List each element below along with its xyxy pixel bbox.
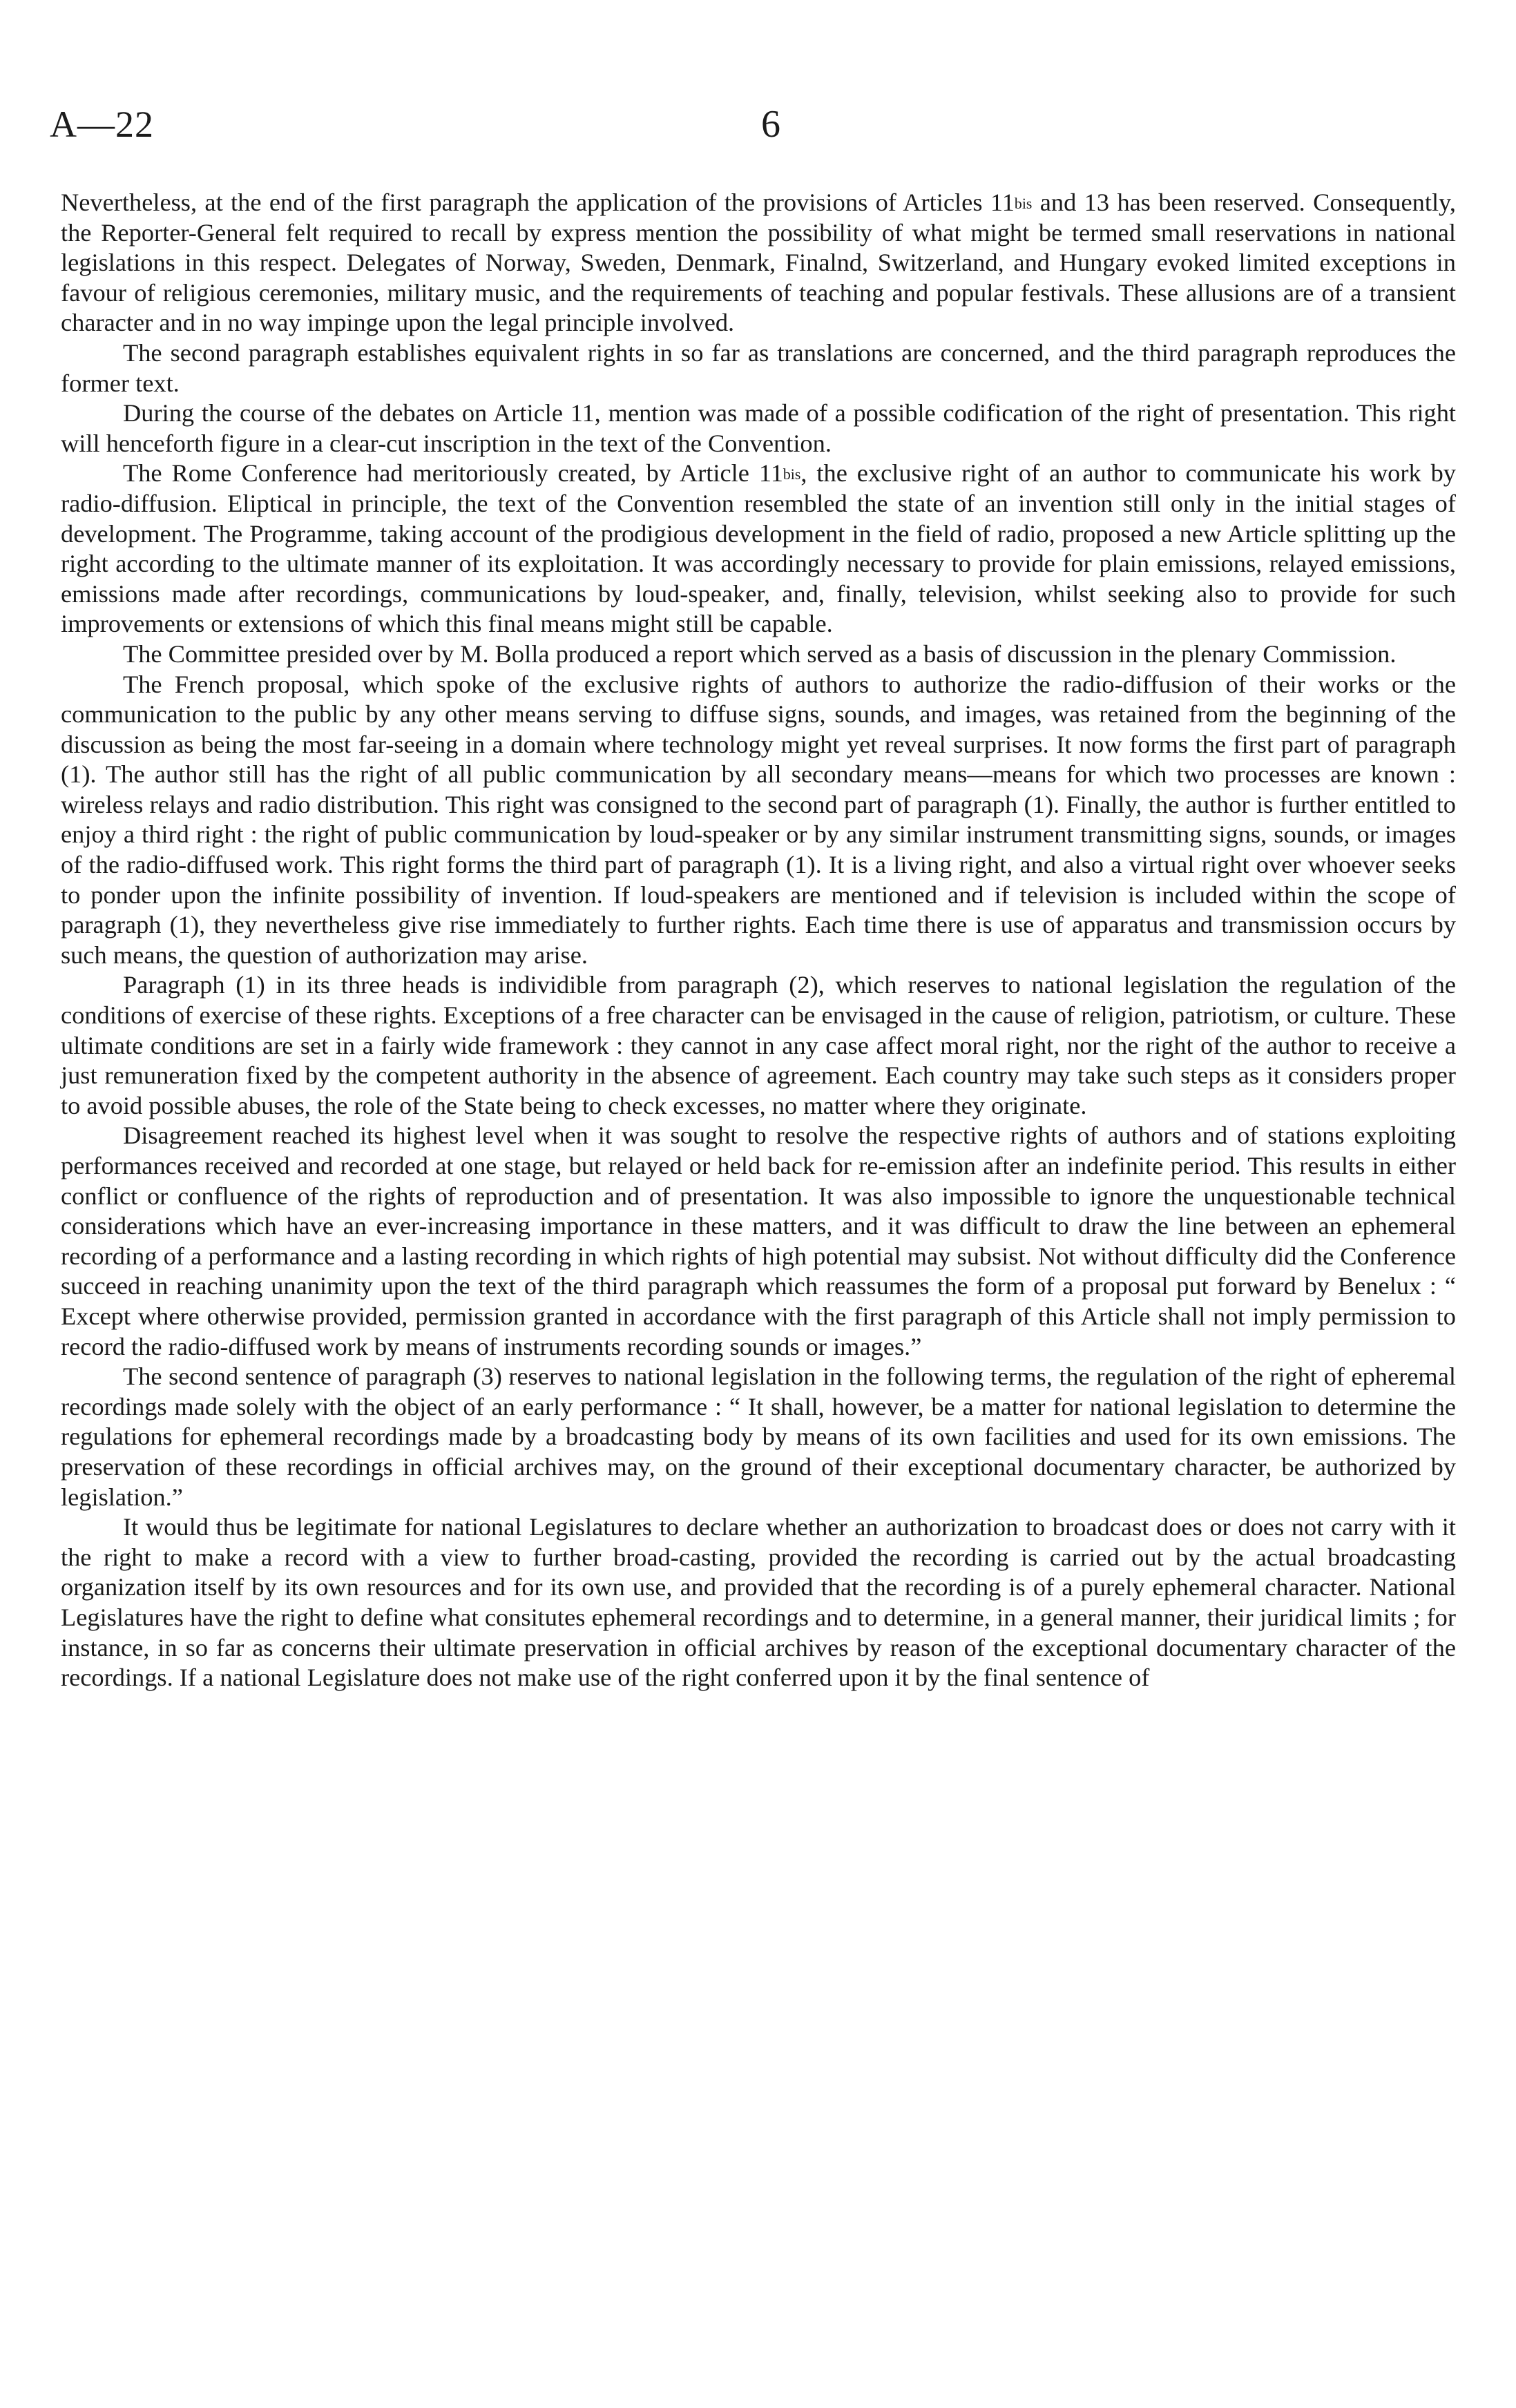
paragraph-disagreement: Disagreement reached its highest level when it was sought to resolve the respective rights of authors and of stations exploiting performances received and recorded at one stage, but relayed or held back for re-emission after an indefinite period. This results in either conflict or confluence of the rights of reproduction and of presentation. It was also impossible to ignore the unquestionable technical considerations which have an ever-increasing importance in these matters, and it was difficult to draw the line between an ephemeral recording of a performance and a lasting recording in which rights of high potential may subsist. Not without difficulty did the Conference succeed in reaching unanimity upon the text of the third paragraph which reassumes the form of a proposal put forward by Benelux : “ Except where otherwise provided, permission granted in accordance with the first paragraph of this Article shall not imply permission to record the radio-diffused work by means of instruments recording sounds or images.” [61,1121,1456,1360]
text-run: , the exclusive right of an author to communicate his work by radio-diffusion. Eliptical in principle, the text of the Convention resembled the state of an invention still only in the initial stages of development. The Programme, taking account of the prodigious development in the field of radio, proposed a new Article splitting up the right according to the ultimate manner of its exploitation. It was accordingly necessary to provide for plain emissions, relayed emissions, emissions made after recordings, communications by loud-speaker, and, finally, television, whilst seeking also to provide for such improvements or extensions of which this final means might still be capable. [61,459,1456,638]
paragraph-translations: The second paragraph establishes equivalent rights in so far as translations are concerned, and the third paragraph reproduces the former text. [61,338,1456,397]
paragraph-national-legislation: Paragraph (1) in its three heads is individible from paragraph (2), which reserves to national legislation the regulation of the conditions of exercise of these rights. Exceptions of a free character can be envisaged in the cause of religion, patriotism, or culture. These ultimate conditions are set in a fairly wide framework : they cannot in any case affect moral right, nor the right of the author to receive a just remuneration fixed by the competent authority in the absence of agreement. Each country may take such steps as it considers proper to avoid possible abuses, the role of the State being to check excesses, no matter where they originate. [61,971,1456,1119]
text-run: The Rome Conference had meritoriously created, by Article 11 [123,459,783,488]
paragraph-ephemeral-recordings: The second sentence of paragraph (3) reserves to national legislation in the following terms, the regulation of the right of epheremal recordings made solely with the object of an early performance : “ It shall, however, be a matter for national legislation to determine the regulations for ephemeral recordings made by a broadcasting body by means of its own facilities and used for its own emissions. The preservation of these recordings in official archives may, on the ground of their exceptional documentary character, be authorized by legislation.” [61,1362,1456,1511]
paragraph-national-legislatures: It would thus be legitimate for national Legislatures to declare whether an authorization to broadcast does or does not carry with it the right to make a record with a view to further broad-casting, provided the recording is carried out by the actual broadcasting organization itself by its own resources and for its own use, and provided that the recording is of a purely ephemeral character. National Legislatures have the right to define what consitutes ephemeral recordings and to determine, in a general manner, their juridical limits ; for instance, in so far as concerns their ultimate preservation in official archives by reason of the exceptional documentary character of the recordings. If a national Legislature does not make use of the right conferred upon it by the final sentence of [61,1513,1456,1692]
superscript-bis: bis [1014,195,1033,212]
superscript-bis: bis [783,466,801,483]
paragraph-reservations [61,188,1456,338]
paragraph-rome-conference [61,459,1456,639]
paragraph-french-proposal: The French proposal, which spoke of the exclusive rights of authors to authorize the radio-diffusion of their works or the communication to the public by any other means serving to diffuse signs, sounds, and images, was retained from the beginning of the discussion as being the most far-seeing in a domain where technology might yet reveal surprises. It now forms the first part of paragraph (1). The author still has the right of all public communication by all secondary means—means for which two processes are known : wireless relays and radio distribution. This right was consigned to the second part of paragraph (1). Finally, the author is further entitled to enjoy a third right : the right of public communication by loud-speaker or by any similar instrument transmitting signs, sounds, or images of the radio-diffused work. This right forms the third part of paragraph (1). It is a living right, and also a virtual right over whoever seeks to ponder upon the infinite possibility of invention. If loud-speakers are mentioned and if television is included within the scope of paragraph (1), they nevertheless give rise immediately to further rights. Each time there is use of apparatus and transmission occurs by such means, the question of authorization may arise. [61,670,1456,969]
paragraph-committee-report: The Committee presided over by M. Bolla produced a report which served as a basis of discussion in the plenary Commission. [123,639,1397,668]
text-run: Nevertheless, at the end of the first paragraph the application of the provisions of Articles 11 [61,189,1015,216]
text-run: and 13 has been reserved. Consequently, the Reporter-General felt required to recall by express mention the possibility of what might be termed small reservations in national legislations in this respect. Delegates of Norway, Sweden, Denmark, Finalnd, Switzerland, and Hungary evoked limited exceptions in favour of religious ceremonies, military music, and the requirements of teaching and popular festivals. These allusions are of a transient character and in no way impinge upon the legal principle involved. [61,189,1456,337]
document-reference: A—22 [50,104,154,145]
page-header [50,95,1459,153]
page-number: 6 [761,103,780,146]
body-text [61,188,1456,1693]
paragraph-right-of-presentation: During the course of the debates on Article 11, mention was made of a possible codification of the right of presentation. This right will henceforth figure in a clear-cut inscription in the text of the Convention. [61,399,1456,457]
